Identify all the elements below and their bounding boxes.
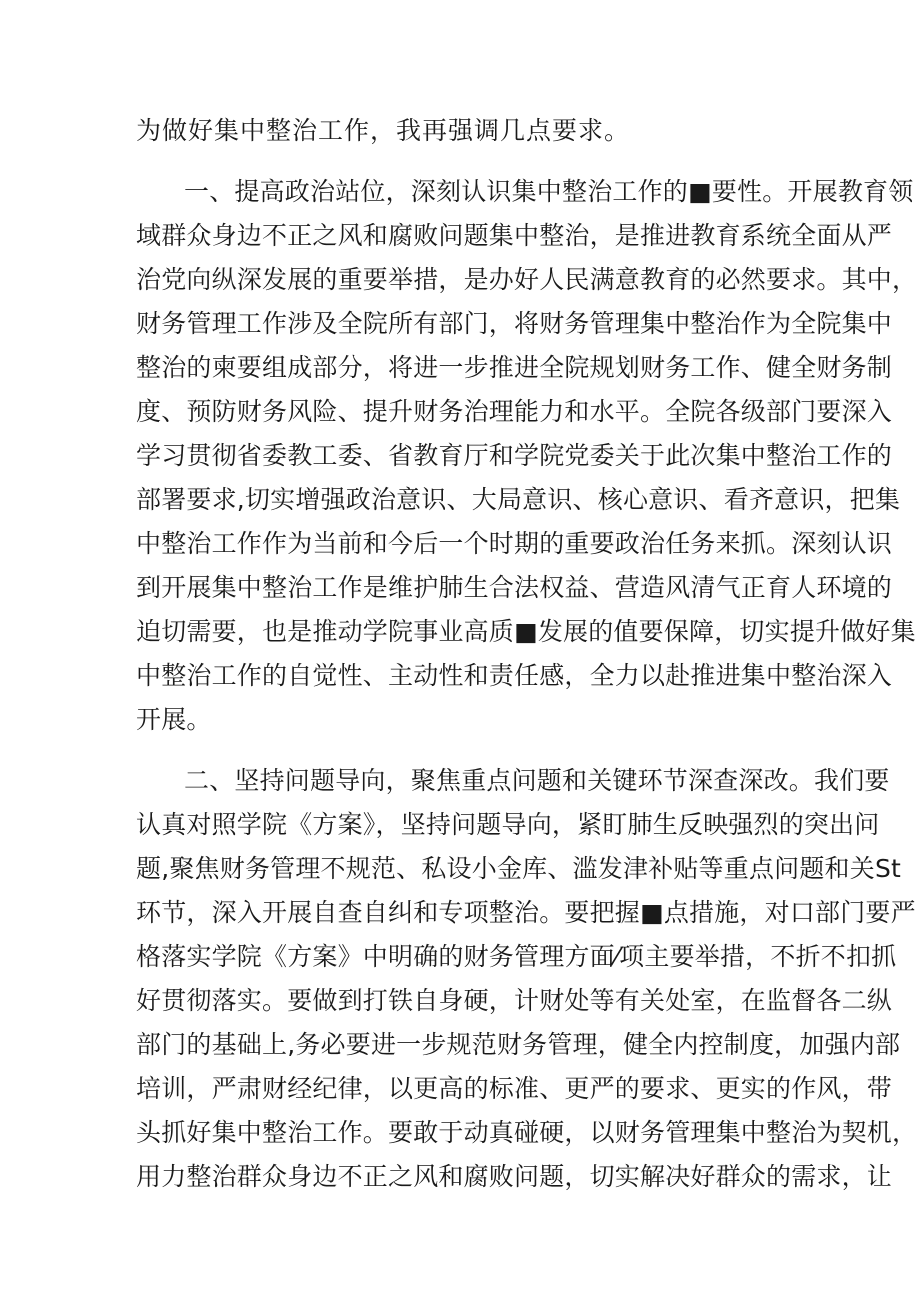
section-2-line: 用力整治群众身边不正之风和腐败问题，切实解决好群众的需求，让 — [136, 1162, 893, 1191]
section-1-line: 中整治工作作为当前和今后一个时期的重要政治任务来抓。深刻认识 — [136, 529, 893, 558]
section-1-line: 域群众身边不正之风和腐败问题集中整治，是推进教育系统全面从严 — [136, 221, 893, 250]
section-1-line: 财务管理工作涉及全院所有部门，将财务管理集中整治作为全院集中 — [136, 309, 893, 338]
section-2-line: 好贯彻落实。要做到打铁自身硬，计财处等有关处室，在监督各二纵 — [136, 986, 893, 1015]
section-1-line: 度、预防财务风险、提升财务治理能力和水平。全院各级部门要深入 — [136, 397, 893, 426]
section-2-line: 认真对照学院《方案》，坚持问题导向，紧盯肺生反映强烈的突出问 — [136, 810, 880, 839]
section-1-line: 一、提高政治站位，深刻认识集中整治工作的■要性。开展教育领 — [184, 177, 914, 206]
section-2-line: 题,聚焦财务管理不规范、私设小金库、滥发津补贴等重点问题和关St — [136, 854, 902, 883]
section-1-line: 开展。 — [136, 705, 212, 734]
section-1-line: 学习贯彻省委教工委、省教育厅和学院党委关于此次集中整治工作的 — [136, 441, 893, 470]
section-1-line: 中整治工作的自觉性、主动性和责任感，全力以赴推进集中整治深入 — [136, 661, 893, 690]
intro-paragraph: 为做好集中整治工作，我再强调几点要求。 — [136, 116, 631, 145]
section-1-line: 到开展集中整治工作是维护肺生合法权益、营造风清气正育人环境的 — [136, 573, 893, 602]
section-2-line: 培训，严肃财经纪律，以更高的标准、更严的要求、更实的作风，带 — [136, 1074, 893, 1103]
section-2-line: 环节，深入开展自查自纠和专项整治。要把握■点措施，对口部门要严 — [136, 898, 916, 927]
section-1-line: 部署要求,切实增强政治意识、大局意识、核心意识、看齐意识，把集 — [136, 485, 901, 514]
section-2-line: 部门的基础上,务必要进一步规范财务管理，健全内控制度，加强内部 — [136, 1030, 901, 1059]
section-1-line: 整治的柬要组成部分，将进一步推进全院规划财务工作、健全财务制 — [136, 353, 893, 382]
section-1-line: 迫切需要，也是推动学院事业高质■发展的值要保障，切实提升做好集 — [136, 617, 916, 646]
section-1-line: 治党向纵深发展的重要举措，是办好人民满意教育的必然要求。其中， — [136, 265, 918, 294]
section-2-line: 格落实学院《方案》中明确的财务管理方面⁄项主要举措，不折不扣抓 — [136, 942, 897, 971]
section-2-line: 头抓好集中整治工作。要敢于动真碰硬，以财务管理集中整治为契机， — [136, 1118, 918, 1147]
section-2-line: 二、坚持问题导向，聚焦重点问题和关键环节深查深改。我们要 — [184, 766, 890, 795]
